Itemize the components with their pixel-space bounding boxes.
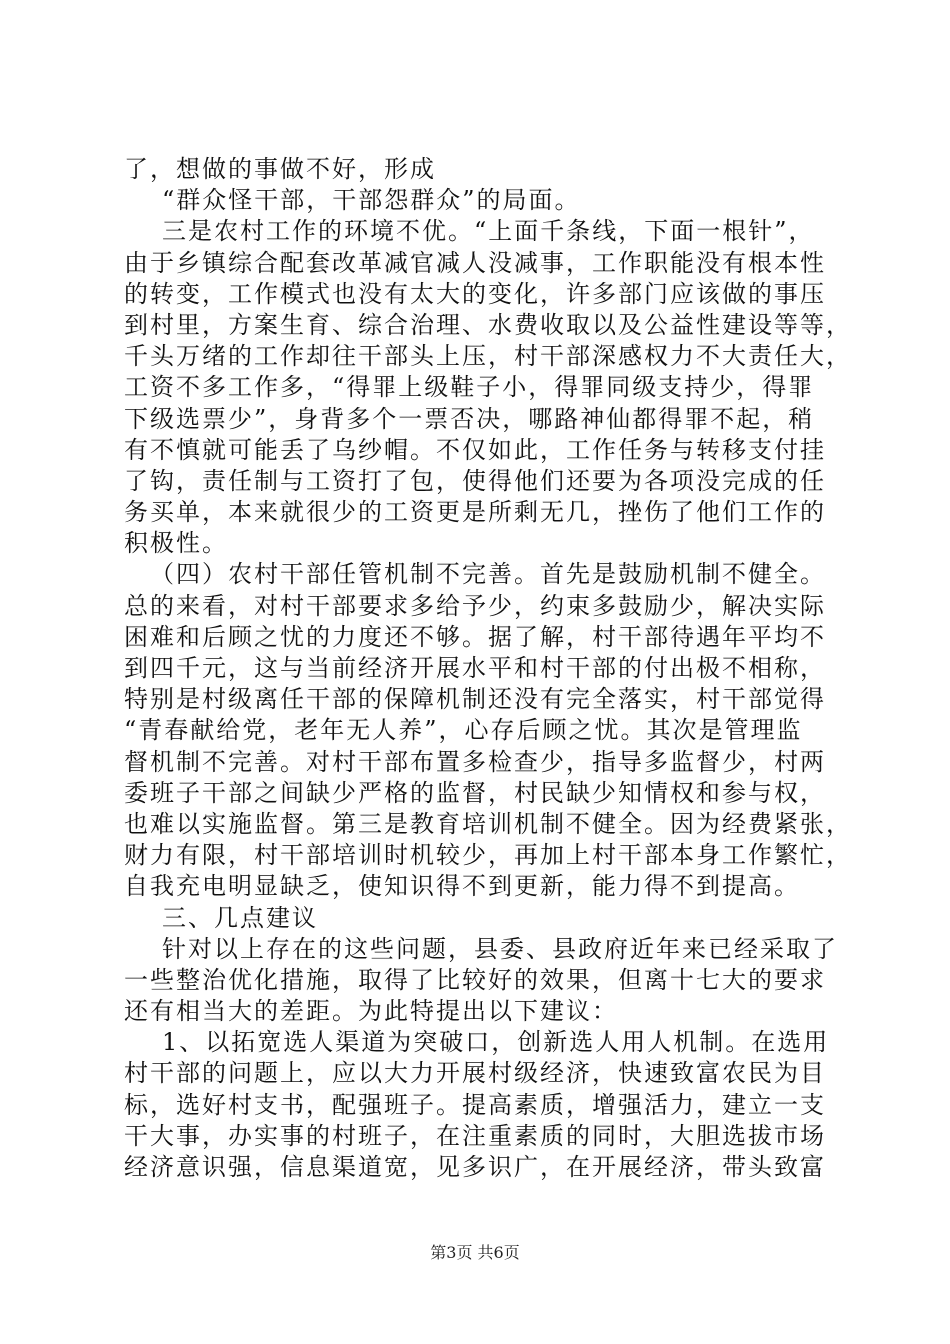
text-line: 特别是村级离任干部的保障机制还没有完全落实，村干部觉得 bbox=[124, 685, 826, 714]
text-line: 也难以实施监督。第三是教育培训机制不健全。因为经费紧张， bbox=[124, 809, 852, 838]
text-line: 了钩，责任制与工资打了包，使得他们还要为各项没完成的任 bbox=[124, 466, 826, 495]
text-line: “群众怪干部，干部怨群众”的局面。 bbox=[162, 186, 581, 215]
text-line: 务买单，本来就很少的工资更是所剩无几，挫伤了他们工作的 bbox=[124, 498, 826, 527]
text-line: 有不慎就可能丢了乌纱帽。不仅如此，工作任务与转移支付挂 bbox=[124, 435, 826, 464]
text-line: 标，选好村支书，配强班子。提高素质，增强活力，建立一支 bbox=[124, 1090, 826, 1119]
text-line: 下级选票少”，身背多个一票否决，哪路神仙都得罪不起，稍 bbox=[124, 404, 815, 433]
page-number-footer: 第3页 共6页 bbox=[430, 1243, 520, 1262]
text-line: 总的来看，对村干部要求多给予少，约束多鼓励少，解决实际 bbox=[124, 591, 826, 620]
text-line: 由于乡镇综合配套改革减官减人没减事，工作职能没有根本性 bbox=[124, 248, 826, 277]
paragraph-start: （四）农村干部任管机制不完善。首先是鼓励机制不健全。 bbox=[150, 560, 826, 589]
document-body bbox=[124, 154, 852, 1183]
text-line: 干大事，办实事的村班子，在注重素质的同时，大胆选拔市场 bbox=[124, 1121, 826, 1150]
text-line: 督机制不完善。对村干部布置多检查少，指导多监督少，村两 bbox=[124, 747, 826, 776]
text-line: “青春献给党，老年无人养”，心存后顾之忧。其次是管理监 bbox=[124, 716, 803, 745]
text-line: 千头万绪的工作却往干部头上压，村干部深感权力不大责任大， bbox=[124, 342, 852, 371]
text-line: 一些整治优化措施，取得了比较好的效果，但离十七大的要求 bbox=[124, 965, 826, 994]
text-line: 工资不多工作多，“得罪上级鞋子小，得罪同级支持少，得罪 bbox=[124, 373, 815, 402]
text-line: 经济意识强，信息渠道宽，见多识广，在开展经济，带头致富 bbox=[124, 1153, 826, 1181]
text-line: 委班子干部之间缺少严格的监督，村民缺少知情权和参与权， bbox=[124, 778, 826, 807]
text-line: 到四千元，这与当前经济开展水平和村干部的付出极不相称， bbox=[124, 654, 826, 682]
paragraph-start: 三是农村工作的环境不优。“上面千条线，下面一根针”， bbox=[162, 217, 815, 246]
text-line: 村干部的问题上，应以大力开展村级经济，快速致富农民为目 bbox=[124, 1059, 826, 1088]
text-line: 自我充电明显缺乏，使知识得不到更新，能力得不到提高。 bbox=[124, 872, 800, 901]
section-heading: 三、几点建议 bbox=[162, 903, 318, 932]
text-line: 到村里，方案生育、综合治理、水费收取以及公益性建设等等， bbox=[124, 310, 852, 339]
paragraph-start: 针对以上存在的这些问题，县委、县政府近年来已经采取了 bbox=[162, 934, 838, 963]
text-line: 还有相当大的差距。为此特提出以下建议： bbox=[124, 997, 618, 1026]
text-line: 财力有限，村干部培训时机较少，再加上村干部本身工作繁忙， bbox=[124, 841, 852, 870]
text-line: 积极性。 bbox=[124, 529, 228, 558]
paragraph-start: 1、以拓宽选人渠道为突破口，创新选人用人机制。在选用 bbox=[162, 1028, 830, 1057]
text-line: 困难和后顾之忧的力度还不够。据了解，村干部待遇年平均不 bbox=[124, 622, 826, 651]
text-line: 的转变，工作模式也没有太大的变化，许多部门应该做的事压 bbox=[124, 279, 826, 308]
text-line: 了，想做的事做不好，形成 bbox=[124, 155, 436, 183]
